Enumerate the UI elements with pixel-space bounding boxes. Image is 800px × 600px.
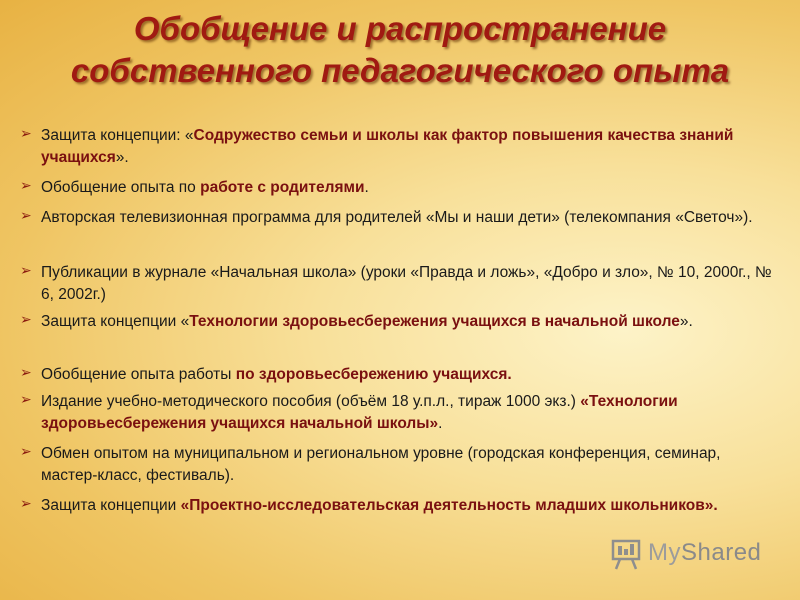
item-text: Защита концепции « (41, 313, 190, 330)
arrow-bullet-icon: ➢ (20, 262, 32, 278)
arrow-bullet-icon: ➢ (20, 311, 32, 327)
item-text: Защита концепции: « (41, 127, 194, 144)
item-text-end: . (364, 179, 369, 196)
arrow-bullet-icon: ➢ (20, 391, 32, 407)
logo-text-my: My (648, 539, 681, 566)
item-text-end: ». (115, 149, 129, 166)
arrow-bullet-icon: ➢ (20, 125, 32, 141)
item-text: Обобщение опыта работы (41, 366, 236, 383)
item-bold-text: по здоровьесбережению учащихся. (235, 366, 512, 383)
item-bold-text: Технологии здоровьесбережения учащихся в начальной школе (189, 313, 680, 330)
item-text-end: . (438, 415, 443, 432)
slide-title-line-1: Обобщение и распространение (133, 10, 667, 47)
item-bold-text: «Технологии здоровьесбережения учащихся начальной школы» (41, 393, 678, 432)
item-text: Защита концепции (41, 497, 181, 514)
item-bold-text: Содружество семьи и школы как фактор повышения качества знаний учащихся (41, 127, 734, 166)
arrow-bullet-icon: ➢ (20, 443, 32, 459)
item-text: Публикации в журнале «Начальная школа» (уроки «Правда и ложь», «Добро и зло», № 10, 2000г., № 6, 2002г.) (41, 264, 772, 303)
item-bold-text: «Проектно-исследовательская деятельность младших школьников». (180, 497, 718, 514)
myshared-logo[interactable] (610, 537, 770, 573)
item-text: Авторская телевизионная программа для родителей «Мы и наши дети» (телекомпания «Светоч»). (41, 209, 753, 226)
logo-text-shared: Shared (681, 539, 762, 566)
item-bold-text: работе с родителями (200, 179, 365, 196)
item-text: Обобщение опыта по (41, 179, 201, 196)
item-text-end: ». (679, 313, 693, 330)
arrow-bullet-icon: ➢ (20, 364, 32, 380)
arrow-bullet-icon: ➢ (20, 207, 32, 223)
arrow-bullet-icon: ➢ (20, 495, 32, 511)
slide-title-line-2: собственного педагогического опыта (70, 52, 730, 89)
item-text: Обмен опытом на муниципальном и региональном уровне (городская конференция, семинар, мастер-класс, фестиваль). (41, 445, 721, 484)
presentation-board-icon (610, 537, 644, 571)
arrow-bullet-icon: ➢ (20, 177, 32, 193)
item-text: Издание учебно-методического пособия (объём 18 у.п.л., тираж 1000 экз.) (41, 393, 581, 410)
